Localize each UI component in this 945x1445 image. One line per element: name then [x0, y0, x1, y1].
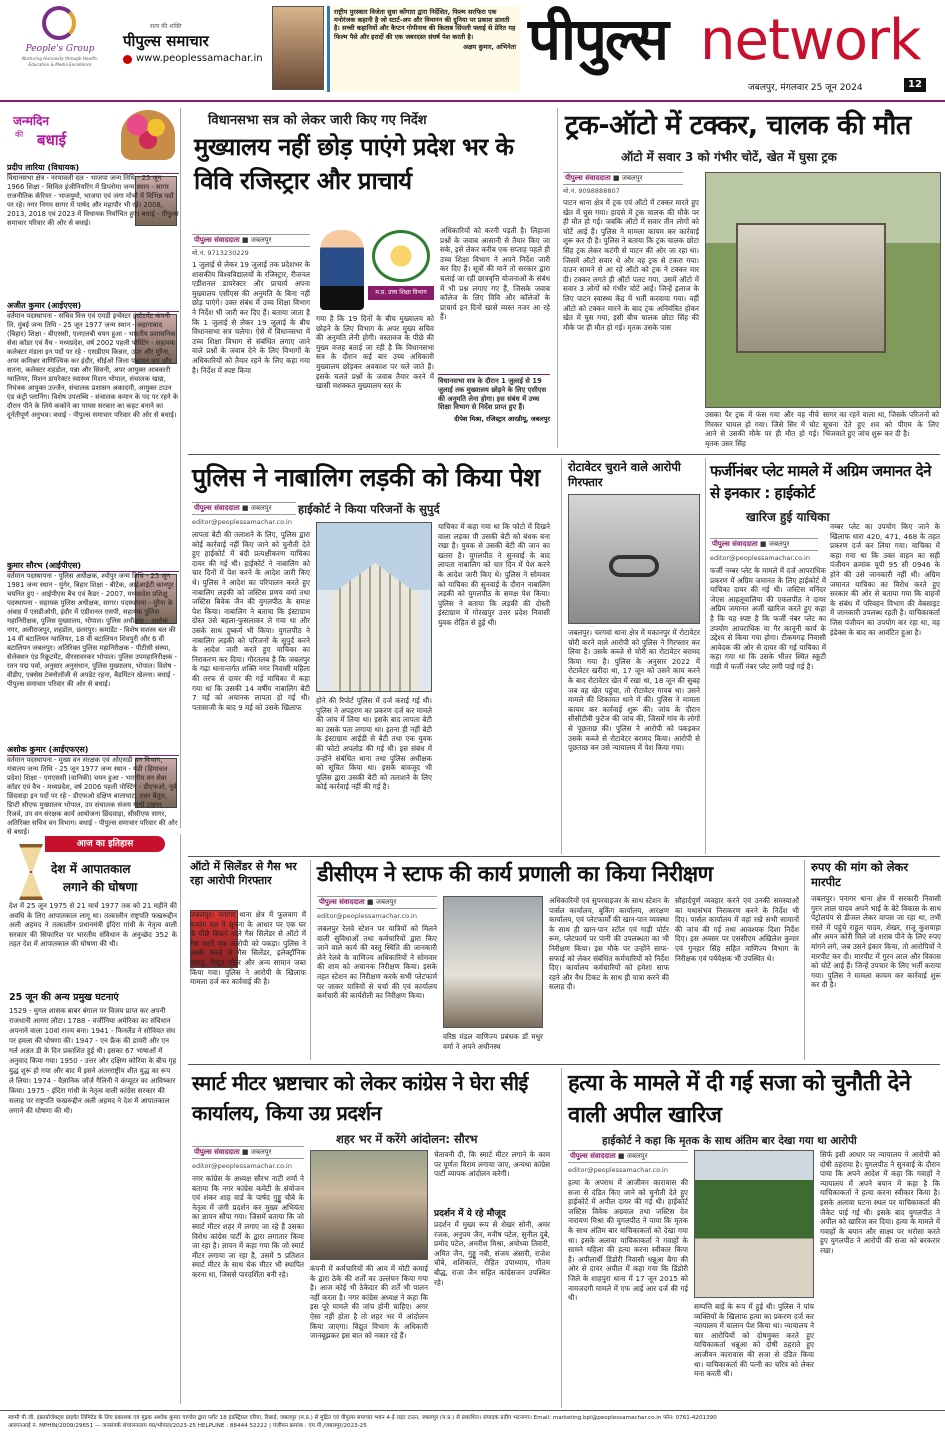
story1-quote-box: [438, 374, 550, 452]
birthday-person-3-head: कुमार सौरभ (आईपीएस): [7, 560, 179, 572]
story9-col1: नगर कांग्रेस के अध्यक्ष सौरभ नाटी शर्मा ने बताया कि नगर कांग्रेस कमेटी के संयोजन एवं शंकर शाह वार्ड के पार्षद गुड्डू चौबे के नेतृत्व में जंगी प्रदर्शन कर मुख्य अभियंता का ज्ञापन सौंपा गया। जिसमें बताया कि जो स्मार्ट मीटर शहर में लगाए जा रहे हैं उसका विरोध कांग्रेस पार्टी के द्वारा लगातार किया जा रहा है। ज्ञापन में कहा गया कि जो स्मार्ट मीटर लगाया जा रहा है, उसमें 5 प्रतिशत स्मार्ट मीटर के साथ चेक मीटर भी स्थापित करना था, जिससे पारदर्शिता बनी रहे।: [192, 1174, 304, 1279]
story10-city: जबलपुर: [626, 1152, 648, 1160]
group-logo-icon: [42, 6, 76, 40]
story3-city: जबलपुर: [250, 504, 272, 512]
history-events: 1529 - मुगल शासक बाबर बंगाल पर विजय प्राप्त कर अपनी राजधानी आगरा लौटा। 1788 - वर्जीनिया अमेरिका का संविधान अपनाने वाला 10वां राज्य बना। 1941 - फिनलैंड ने सोवियत संघ पर हमला की घोषणा की। 1947 - एन फ्रैंक की डायरी और एन गर्ल अज्ञत डी के दिन प्रकाशित हुई थी। इसका 67 भाषाओं में अनुवाद किया गया। 1950 - उत्तर और दक्षिण कोरिया के बीच गृह युद्ध शुरू हो गया और बाद में इसने अंतरराष्ट्रीय शीत युद्ध का रूप ले लिया। 1974 - वैज्ञानिक जॉर्ज गैलिनी ने कंप्यूटर का आविष्कार किया। 1975 - इंदिरा गांधी के नेतृत्व वाली कांग्रेस सरकार की सलाह पर राष्ट्रपति फखरूद्दीन अली अहमद ने देश में आपातकाल लगाने की घोषणा की थी।: [9, 1007, 177, 1115]
story9-byline: पीपुल्स संवाददाता ■ जबलपुर: [192, 1146, 304, 1159]
story9-headline: स्मार्ट मीटर भ्रष्टाचार को लेकर कांग्रेस ने घेरा सीई कार्यालय, किया उग्र प्रदर्शन: [192, 1071, 528, 1125]
imprint-footer: [0, 1410, 945, 1445]
flower-basket-icon: [121, 110, 175, 160]
story9-col3: चेतावनी दी, कि स्मार्ट मीटर लगाने के काम पर पूर्णतः विराम लगाया जाए, अन्यथा कांग्रेस पार्टी व्यापक आंदोलन करेगी।: [434, 1150, 550, 1179]
paper-name: पीपुल्स समाचार: [123, 32, 209, 50]
story5-sub: खारिज हुई याचिका: [746, 510, 830, 524]
story-dcm-inspection: [310, 860, 800, 1060]
story5-city: जबलपुर: [768, 540, 790, 548]
story7-byline-name: पीपुल्स संवाददाता: [319, 898, 365, 906]
truck-body: [736, 223, 886, 353]
story9-email: editor@peoplessamachar.co.in: [192, 1162, 292, 1170]
promo-box: [327, 6, 520, 92]
arrest-illustration: [568, 494, 700, 624]
officer-illustration: [320, 230, 364, 310]
story5-headline: फर्जीनंबर प्लेट मामले में अग्रिम जमानत देने से इनकार : हाईकोर्ट: [710, 462, 931, 502]
imprint-line-1: स्वामी पी.जी. इंफ्राप्रोजेक्ट्स प्राइवेट लिमिटेड के लिए प्रकाशक एवं मुद्रक अशोक कुमार पाण्डेय द्वारा प्लॉट 18 इंडस्ट्रियल एरिया, रिछाई, जबलपुर (म.प्र.) से मुद्रित एवं पीपुल्स समाचार भवन 4-ई राइट टाउन, जबलपुर (म.प्र.) से प्रकाशित। संपादक प्रदीप भटनागर। Email: marketing.bpl@peoplessamachar.co.in फोन: 0761-4201390: [8, 1415, 717, 1421]
story5-col1: फर्जी नम्बर प्लेट के मामले में दर्ज आपराधिक प्रकरण में अग्रिम जमानत के लिए हाईकोर्ट में याचिका दायर की गई थी। जस्टिस मनिंदर जेएस आहलूवालिया की एकलपीठ ने दायर अग्रिम जमानत अर्जी खारिज करते हुए कहा है कि यह स्पष्ट है कि फर्जी नंबर प्लेट का उपयोग आपराधिक या गैर कानूनी कार्य के उद्देश्य से किया गया होगा। टीकमगढ़ निवासी आवेदक की ओर से दायर की गई याचिका में कहा गया था कि उसके भीतर स्थित स्कूटी गाड़ी में फर्जी नंबर प्लेट लगी पाई गई है।: [710, 566, 826, 671]
story4-text: जबलपुर। चरगवां थाना क्षेत्र में मकानपुर में रोटावेटर चोरी करने वाले आरोपी को पुलिस ने गिरफ्तार कर लिया है। उसके कब्जे से चोरी का रोटावेटर बरामद किया गया है। पुलिस के अनुसार 2022 में रोटावेटर खरीदा था, 17 जून को उसने काम करने के बाद रोटावेटर खेत में रखा था, 18 जून की सुबह जब वह खेत पहुंचा, तो रोटावेटर गायब था। उसने मामले की शिकायत थाने में की। पुलिस ने मामला कायम कर कार्रवाई शुरू की। जांच के दौरान सीसीटीवी फुटेज की जांच की, जिसमें गांव के लोगों से पूछताछ की। पुलिस ने आरोपी को पकड़कर उसके कब्जे से रोटावेटर बरामद किया। आरोपी से पूछताछ कर उसे न्यायालय में पेश किया गया।: [568, 628, 700, 753]
story8-headline: रुपए की मांग को लेकर मारपीट: [811, 860, 909, 889]
story-money-assault: [804, 860, 941, 1060]
story4-headline: रोटावेटर चुराने वाले आरोपी गिरफ्तार: [568, 460, 681, 489]
story5-byline: पीपुल्स संवाददाता ■ जबलपुर: [710, 538, 818, 551]
birthday-title-sub: की: [15, 130, 24, 139]
paper-url: www.peoplessamachar.in: [136, 53, 263, 64]
story7-col2: अधिकारियों एवं सुपरवाइजर के साथ स्टेशन के पार्सल कार्यालय, बुकिंग कार्यालय, आरक्षण कार्यालय, एवं प्लेटफार्मों की खान-पान व्यवस्था के साथ ही खान-पान स्टॉल एवं गाड़ी पोर्टर रूम, प्लेटफार्म पर पानी की उपलब्धता का भी निरीक्षण किया। इस मौके पर उन्होंने साफ-सफाई को लेकर संबंधित कर्मचारियों को निर्देश दिए। कार्यालय कर्मचारियों को हमेशा साफ रहने और वैध टिकट के साथ ही यात्रा करने की सलाह दी।: [549, 896, 669, 992]
story7-photo-caption: वरिष्ठ मंडल वाणिज्य प्रबंधक डॉ मधुर वर्मा ने अपने अधीनस्थ: [443, 1032, 543, 1051]
story-murder-appeal: [561, 1068, 941, 1408]
story-rotavator-theft: [561, 458, 701, 854]
group-name: People's Group: [25, 44, 95, 54]
birthday-person-3-text: वर्तमान पदस्थापना - पुलिस अधीक्षक, श्योपुर जन्म तिथि - 25 जून 1981 जन्म स्थान - मुंगेर, बिहार शिक्षा - बीटेक, आईआईटी कानपुर चयनित हुए - आईपीएस बैच एवं कैडर - 2007, मध्यप्रदेश प्रशिक्षु पदस्थापना - सहायक पुलिस अधीक्षक, सागर। पदस्थापना - मुरैना के अंबाह में एसडीओपी, इंदौर में एडीशनल एसपी, सहायक पुलिस महानिरीक्षक, पुलिस मुख्यालय, भोपाल। पुलिस अधीक्षक - अशोक नगर, अलीराजपुर, शहडोल, छतरपुर। कमांडेंट - विशेष सशस्त्र बल की 14 वीं बटालियन ग्वालियर, 18 वीं बटालियन शिवपुरी और 6 वीं बटालियन जबलपुर। अतिरिक्त पुलिस महानिरीक्षक - पीटीसी संस्था, सेलेक्शन एंड रिक्रूटमेंट, वीरसावरकर भोपाल। पुलिस उपमहानिरीक्षक - रतन पद्म पर्वा, अनुसार अनुसंधान, पुलिस मुख्यालय, भोपाल। विशेष - वीडीए, एक्सेस टेक्नोलॉजी से अपडेट रहना, बैडमिंटन खेलना। बधाई - पीपुल्स समाचार परिवार की ओर से बधाई।: [7, 572, 177, 688]
dateline: जबलपुर, मंगलवार 25 जून 2024: [748, 83, 863, 93]
story3-col1: लापता बेटी की तलाशने के लिए, पुलिस द्वारा कोई कार्रवाई नहीं किए जाने को चुनौती देते हुए हाईकोर्ट में बंदी प्रत्यक्षीकरण याचिका दायर की गई थी। हाईकोर्ट ने नाबालिग को चार दिनों में पेश करने के आदेश जारी किए थे। पुलिस ने आदेश का परिपालन करते हुए नाबालिग लड़की को जस्टिस प्रणय वर्मा तथा जस्टिस बिवेक जैन की युगलपीठ के समक्ष पेश किया। नाबालिग ने बताया कि इंस्टाग्राम दोस्त उसे बहला-फुसलाकर ले गया था और उसके साथ दुष्कर्म भी किया। युगलपीठ ने नाबालिग लड़की को परिजनों के सुपुर्द करने के आदेश जारी करते हुए याचिका का निराकरण कर दिया। गौरतलब है कि जबलपुर के गढ़ा थानान्तर्गत शक्ति नगर निवासी महिला की तरफ से दायर की गई याचिका में कहा गया था कि उसकी 14 वर्षीय नाबालिग बेटी 7 मई को अचानक लापता हो गई थी। पतासाजी के बाद 9 मई को उसके खिलाफ: [192, 530, 310, 712]
story2-col2: सागर का रहने वाला था, जिसके परिजनों को सूचना देते हुए शव को पीएम के लिए भिजवाते हुए जांच शुरू कर दी है।: [823, 410, 939, 439]
story9-city: जबलपुर: [250, 1148, 272, 1156]
story10-photo-caption: सम्पत्ति बाई के रूप में हुई थी। पुलिस ने पांच व्यक्तियों के खिलाफ हत्या का प्रकरण दर्ज कर न्यायालय में चालान पेश किया था। न्यायालय ने चार आरोपियों को दोषमुक्त करते हुए याचिकाकर्ता धन्नूआ को दोषी ठहराते हुए आजीवन कारावास की सजा से दंडित किया था। याचिकाकर्ता की पत्नी का चरित्र को लेकर मना करती थी।: [694, 1302, 814, 1379]
brand-left: पीपुल्स: [528, 5, 667, 73]
birthday-section: [5, 108, 181, 836]
history-tag: आज का इतिहास: [45, 836, 165, 852]
court-tree-photo: [694, 1150, 814, 1298]
group-tagline: Nurturing Humanity through Health, Education & Media Excellence: [21, 56, 98, 67]
higher-education-logo-caption: म.प्र. उच्च शिक्षा विभाग: [368, 286, 434, 300]
story3-headline: पुलिस ने नाबालिग लड़की को किया पेश: [192, 463, 540, 492]
story-truck-accident: [561, 108, 941, 452]
story1-col1: 1 जुलाई से लेकर 19 जुलाई तक प्रदेशभर के शासकीय विश्वविद्यालयों के रजिस्ट्रार, रीजनल एडीशनल डायरेक्टर और प्राचार्य अपना मुख्यालय एसीएस की अनुमति के बिना नहीं छोड़ पाएंगे। उक्त संबंध में उच्च शिक्षा विभाग ने निर्देश भी जारी कर दिए हैं। बताया जाता है कि 1 जुलाई से लेकर 19 जुलाई के बीच विधानसभा सत्र चलेगा। ऐसे में विधानसभा में उच्च शिक्षा विभाग से संबंधित लगाए जाने वाले प्रश्नों के जवाब देने के लिए विभागों के अधिकारियों को तैयार रहने के लिए कहा गया है। निर्देश में स्पष्ट किया: [192, 260, 310, 375]
story3-sub: हाईकोर्ट ने किया परिजनों के सुपुर्द: [298, 502, 440, 516]
story1-quote-by: दीपेश मिश्रा, रजिस्ट्रार आरडीयू, जबलपुर: [454, 415, 550, 424]
page-number: 12: [904, 78, 926, 92]
story1-quote: विधानसभा सत्र के दौरान 1 जुलाई से 19 जुलाई तक मुख्यालय छोड़ने के लिए एसीएस की अनुमति लेना होगा। इस संबंध में उच्च शिक्षा विभाग से निर्देश प्राप्त हुए हैं।: [438, 377, 547, 412]
birthday-title: [13, 112, 113, 162]
story2-sub: ऑटो में सवार 3 को गंभीर चोटें, खेत में घुसा ट्रक: [621, 150, 837, 164]
story-assembly-session: [188, 108, 552, 452]
story3-byline-name: पीपुल्स संवाददाता: [194, 504, 240, 512]
story1-byline-name: पीपुल्स संवाददाता: [194, 236, 240, 244]
story5-byline-name: पीपुल्स संवाददाता: [712, 540, 758, 548]
birthday-title-top: जन्मदिन: [13, 114, 50, 128]
story9-col2: कंपनी में कर्मचारियों की आय में मोटी कमाई के द्वारा ठेके की शर्तों का उल्लंघन किया गया है। आज कोई भी ठेकेदार की शर्तें भी पालन नहीं करता है। नगर कांग्रेस अध्यक्ष ने कहा कि इस पूरे मामले की जांच होनी चाहिए। अगर ऐसा नहीं होता है तो शहर भर में आंदोलन किया जाएगा। विद्युत विभाग के अधिकारी जानबूझकर इस बात को नकार रहे हैं।: [310, 1264, 428, 1341]
story1-col3: अधिकारियों को करनी पड़ती है। लिहाजा प्रश्नों के जवाब आसानी से तैयार किए जा सके, इसे लेकर करीब एक सप्ताह पहले ही उच्च शिक्षा विभाग ने अपने निर्देश जारी कर दिए हैं। सूत्रों की मानें तो सरकार द्वारा चलाई जा रही छात्रवृत्ति योजनाओं के संबंध में भी प्रश्न लगाए गए हैं, जिसके जवाब कॉलेज के लिए विवि और कॉलेजों के प्राचार्य इन दिनों खासे व्यस्त नजर आ रहे हैं।: [440, 226, 550, 322]
story2-caption: उसका पैर ट्रक में फंस गया और वह नीचे गिरकर घायल हो गया। जिसे सिर में चोट आने से उसकी मौके पर ही मौत हो गई। मृतक उसर सिंह: [705, 410, 819, 448]
history-text: देश में 25 जून 1975 से 21 मार्च 1977 तक को 21 महीने की अवधि के लिए आपातकाल लागू था। तत्कालीन राष्ट्रपति फखरूद्दीन अली अहमद ने तत्कालीन प्रधानमंत्री इंदिरा गांधी के नेतृत्व वाली सरकार की सिफारिश पर भारतीय संविधान के अनुच्छेद 352 के तहत देश में आपातकाल की घोषणा की थी।: [9, 902, 177, 948]
hourglass-icon: [19, 844, 43, 900]
birthday-person-2-head: अजीत कुमार (आईएएस): [7, 300, 179, 312]
protest-photo: [310, 1150, 428, 1260]
story2-city: जबलपुर: [621, 174, 643, 182]
story10-col1: हत्या के अपराध में आजीवन कारावास की सजा से दंडित किए जाने को चुनौती देते हुए हाईकोर्ट में अपील दायर की गई थी। हाईकोर्ट जस्टिस विवेक अग्रवाल तथा जस्टिस देव नारायण मिश्रा की युगलपीठ ने पाया कि मृतक के साथ अंतिम बार याचिकाकर्ता को देखा गया था। इसके अलावा याचिकाकर्ता ने गवाहों के सामने महिला की हत्या करना स्वीकार किया है। अपीलार्थी डिंडोरी निवासी धन्नूआ बैगा की ओर से दायर अपील में कहा गया कि डिंडोरी जिले के शाहपुरा थाना में 17 जून 2015 को नामजदगी मामले में एफ आई आर दर्ज की गई थी।: [568, 1178, 688, 1303]
story1-headline: मुख्यालय नहीं छोड़ पाएंगे प्रदेश भर के विवि रजिस्ट्रार और प्राचार्य: [194, 133, 514, 195]
story1-city: जबलपुर: [250, 236, 272, 244]
imprint-line-2: आरएनआई नं. MPHIN/2009/29651 — जनसंपर्क संचालनालय मप्र/भोपाल/2023-25 HELPLINE : 88444 52222 | पंजीयन क्रमांक : एम.पी./जबलपुर/2023-25: [8, 1423, 367, 1429]
promo-signature: अक्षय कुमार, अभिनेता: [463, 42, 516, 51]
story1-kicker: विधानसभा सत्र को लेकर जारी किए गए निर्देश: [208, 113, 427, 128]
story8-text: जबलपुर। पनागर थाना क्षेत्र में सरकारी निवासी गुरन लाल यादव अपने भाई के बेटे विकास के साथ पेट्रोलपंप से डीजल लेकर वापस जा रहा था, तभी रास्ते में पहुंचे राहुल यादव, शेखर, राजू कुशवाहा और अमन कोरी मिले जो शराब पीने के लिए रुपए मांगने लगे, जब उसने इंकार किया, तो आरोपियों ने मारपीट कर दी। मारपीट में गुरन लाल और विकास को चोटें आई हैं। जिन्हें उपचार के लिए भर्ती कराया गया। पुलिस ने मामला कायम कर कार्रवाई शुरू कर दी है।: [811, 894, 941, 990]
handcuffs-icon: [609, 555, 659, 577]
story10-sub: हाईकोर्ट ने कहा कि मृतक के साथ अंतिम बार देखा गया था आरोपी: [602, 1135, 857, 1147]
story7-col3: सौहार्दपूर्ण व्यवहार करने एवं उनकी समस्याओं का यथासंभव निराकरण करने के निर्देश भी दिए। पार्सल कार्यालय में वहां रखे सभी सामानों की जांच की गई तथा आवश्यक दिशा निर्देश दिए। इस अवसर पर एससीएम अखिलेश कुमार एवं गुनहार सिंह सहित वाणिज्य विभाग के निरीक्षक एवं पर्यवेक्षक भी उपस्थित थे।: [675, 896, 799, 963]
birthday-person-2-text: वर्तमान पदस्थापना - सचिव वित्त एवं एमडी इन्वेस्टर इंस्टेटमेंट कंपनी लि. मुंबई जन्म तिथि - 25 जून 1977 जन्म स्थान - जहानाबाद (बिहार) शिक्षा - बीएससी, एलएलबी चयन हुआ - भारतीय प्रशासनिक सेवा कॉडर एवं वैच - मध्यप्रदेश, वर्ष 2002 पहली पोस्टिंग - सहायक कलेक्टर मंडला इन पदों पर रहे - एसडीएम किन्नार, उपर और मुरैना, अपर कमिश्नर वाणिज्यिक कर इंदौर, सीईओ जिला पंचायत धार और सतना, कलेक्टर शहडोल, पन्ना और सिवनी, अपर आयुक्त आबकारी ग्वालियर, मिशन डायरेक्टर स्वास्थ्य मिशन भोपाल, संचालक खाद्य, नियंत्रक आयुक्त उज्जैन, संचालक प्रशासन अकादमी, आयुक्त टाउन एंड कंट्री प्लानिंग। विशेष उपलब्धि - संचालक कमान के पद पर रहने के दौरान पीने के लिये ककोने का पायस सरकार का कहट बनाने का दूर्नतीपूर्ण अनुभव। बधाई - पीपुल्स समाचार परिवार की ओर से बधाई।: [7, 312, 179, 419]
story9-col3b: प्रदर्शन में मुख्य रूप से शेखर सोनी, अमर रजक, अनुपम जैन, मनीष पटेल, सुनील दुबे, प्रमोद पटेल, अमरीश मिश्रा, अयोध्या तिवारी, अमित जैन, गुड्डू नबी, संजय अंसारी, राजेश चौबे, शशिकांत, रोहित उपाध्याय, गौतम बौद्ध, राजा जैन सहित कांग्रेसजन उपस्थित रहे।: [434, 1220, 550, 1287]
history-section: [5, 834, 181, 1404]
story6-text: जबलपुर। पनागर थाना क्षेत्र में फूलवाग में बजरंग दल ने सूचना के आधार पर एक घर के पीछे बिकने वाले गैस सिलेंडर से ऑटो में गैस भरते एक आरोपी को पकड़ा। पुलिस ने उसके कब्जे से गैस सिलेंडर, इलेक्ट्रॉनिक तराजू, विद्युत मोटर और अन्य सामान जब्त किया गया। पुलिस ने आरोपी के खिलाफ मामला दर्ज कर कार्रवाई की है।: [190, 910, 306, 987]
story1-byline: पीपुल्स संवाददाता ■ जबलपुर: [192, 234, 310, 247]
story2-col1: पाटन थाना क्षेत्र में ट्रक एवं ऑटो में टक्कर मारते हुए खेत में घुस गया। हादसे में ट्रक चालक की मौके पर ही मौत हो गई। जबकि ऑटो में सवार तीन लोगों को चोटें आई हैं। पुलिस ने मामला कायम कर कार्रवाई शुरू कर दी है। पुलिस ने बताया कि ट्रक चालक छोटा सिंह ट्रक लेकर कटंगी से पाटन की ओर जा रहा था। जिसमें ऑटो सवार थे और वह ट्रक से टकरा गया। दाउन सामने से आ रहे ऑटो को ट्रक ने टक्कर मार दी। टक्कर लगते ही ऑटो पलट गया, उसमें ऑटो में सवार 3 लोगों को गंभीर चोटें आईं। जिन्हें इलाज के लिए पाटन स्वास्थ्य केंद्र में भर्ती करवाया गया। वहीं ऑटो को टक्कर मारने के बाद ट्रक अनियंत्रित होकर खेत में घुस गया, इसी बीच चालक छोटा सिंह की मौके पर ही मौत हो गई। मृतक उसके पास: [563, 198, 699, 332]
high-court-building: [331, 563, 419, 691]
story7-byline: पीपुल्स संवाददाता ■ जबलपुर: [317, 896, 437, 909]
story9-subhead: प्रदर्शन में ये रहे मौजूद: [434, 1209, 506, 1219]
history-events-head: 25 जून की अन्य प्रमुख घटनाएं: [9, 992, 119, 1003]
story-minor-girl: [188, 458, 552, 854]
story9-sub: शहर भर में करेंगे आंदोलन: सौरभ: [336, 1132, 478, 1146]
story10-byline: पीपुल्स संवाददाता ■ जबलपुर: [568, 1150, 688, 1163]
birthday-title-main: बधाई: [37, 131, 67, 149]
story10-col2: सिर्फ इसी आधार पर न्यायालय ने आरोपी को दोषी ठहराया है। युगलपीठ ने सुनवाई के दौरान पाया कि अपने आदेश में कहा कि गवाहों ने न्यायालय में अपने बयान में कहा है कि याचिकाकर्ता ने हत्या करना स्वीकार किया है। इसके अलावा घटना स्थल पर याचिकाकर्ता की जैकेट पाई गई थी। इसके बाद युगलपीठ ने अपील को खारिज कर दिया। हत्या के मामले में गवाहों के बयान और साक्ष्य पर भरोसा करते हुए युगलपीठ ने आरोपी की सजा को बरकरार रखा।: [820, 1150, 940, 1255]
story5-col2: नम्बर प्लेट का उपयोग किए जाने के खिलाफ धारा 420, 471, 468 के तहत प्रकरण दर्ज कर लिया गया। याचिका में कहा गया था कि उक्त वाहन का सही पंजीयन क्रमांक यूपी 95 सी 0946 के होने की उसे जानकारी नहीं थी। अग्रिम जमानत याचिका का विरोध करते हुए सरकार की ओर से बताया गया कि वाहनों के संबंध में परिवहन विभाग की वेबसाइट में जानकारी उपलब्ध रहती है। याचिकाकर्ता जिस पंजीयन का उपयोग कर रहा था, वह इंडेक्स के बाद का आवंटित हुआ है।: [830, 522, 940, 637]
story5-email: editor@peoplessamachar.co.in: [710, 554, 810, 562]
truck-photo: [705, 172, 941, 408]
promo-text: राष्ट्रीय पुरस्कार विजेता सुधा कोंगारा द्वारा निर्देशित, फिल्म सरफिरा एक मनोरंजक कहानी है जो स्टार्ट-अप और विमानन की दुनिया पर प्रकाश डालती है। सच्ची कहानियों और कैप्टन गोपीनाथ की किताब सिंपली फ्लाई से प्रेरित यह फिल्म पैसे और इरादों की एक जबरदस्त संघर्ष पेश करती है।: [334, 8, 516, 41]
birthday-person-1-text: विधानसभा क्षेत्र - नरयावली दल - भाजपा जन्म तिथि - 25 जून 1966 शिक्षा - सिविल इंजीनियरिंग में डिप्लोमा जन्म स्थान - सागर राजनीतिक कॅरियर - भाजयुमो, भाजपा एवं जंगा मोर्चा में विभिन्न पदों पर रहे। नगर निगम सागर में पार्षद और महापौर भी रहे। 2008, 2013, 2018 एवं 2023 में विधायक निर्वाचित हुए। बधाई - पीपुल्स समाचार परिवार की ओर से बधाई।: [7, 174, 179, 227]
story3-col2: होने की रिपोर्ट पुलिस में दर्ज कराई गई थी। पुलिस ने अपहरण का प्रकरण दर्ज कर मामले की जांच में लिया था। इसके बाद लापता बेटी का उसके पता लगाया था। इतना ही नहीं बेटी के इंस्टाग्राम आईडी से बेटी तथा एक युवक की फोटो अपलोड की गई थी। इस संबंध में उन्होंने संबंधित थाना तथा पुलिस अधीक्षक को सूचित किया था। इसके बावजूद भी पुलिस द्वारा उसकी बेटी को तलाशने के लिए कोई कार्रवाई नहीं की गई है।: [316, 696, 432, 792]
birthday-person-4-text: वर्तमान पदस्थापना - मुख्य वन संरक्षक एवं ओएसडी वन विभाग, मंत्रालय जन्म तिथि - 25 जून 1977 जन्म स्थान - मंडी (हिमाचल प्रदेश) शिक्षा - एमएससी (वानिकी) चयन हुआ - भारतीय वन सेवा कॉडर एवं वैच - मध्यप्रदेश, वर्ष 2006 पहली पोस्टिंग - डीएफओ, पूर्व छिंदवाड़ा इन पदों पर रहे - डीएफओ दक्षिण बालाघाट, उत्तर बैतूल, डिप्टी सीएफ मुख्यालय भोपाल, उप संचालक संजय गांधी टाइगर रिजर्व, उप वन संरक्षक कार्य आयोजना छिंदवाड़ा, सीसीएफ सागर, अतिरिक्त सचिव वन विभाग। बधाई - पीपुल्स समाचार परिवार की ओर से बधाई।: [7, 756, 178, 836]
story-fake-number-plate: [705, 458, 941, 854]
history-head-1: देश में आपातकाल: [51, 862, 131, 876]
globe-icon: [123, 55, 132, 64]
story3-byline: पीपुल्स संवाददाता ■ जबलपुर: [192, 502, 296, 515]
birthday-person-4-head: अशोक कुमार (आईएफएस): [7, 744, 179, 756]
story7-col1: जबलपुर रेलवे स्टेशन पर यात्रियों को मिलने वाली सुविधाओं तथा कर्मचारियों द्वारा किए जाने वाले कार्य की वस्तु स्थिति की जानकारी लेने रेलवे के वाणिज्य अधिकारियों ने सोमवार की शाम को अचानक निरीक्षण किया। इसके तहत स्टेशन का निरीक्षण करके सभी प्लेटफार्म पर जाकर यात्रियों से चर्चा की एवं कार्यालय कर्मचारी की कार्यशैली का निरीक्षण किया।: [317, 924, 437, 1001]
story-cylinder-gas: [188, 860, 306, 1060]
high-court-photo: [316, 522, 432, 692]
story2-byline: पीपुल्स संवाददाता ■ जबलपुर: [563, 172, 683, 185]
story7-city: जबलपुर: [375, 898, 397, 906]
story6-headline: ऑटो में सिलेंडर से गैस भर रहा आरोपी गिरफ्तार: [190, 860, 297, 887]
story10-byline-name: पीपुल्स संवाददाता: [570, 1152, 616, 1160]
inspection-photo: [443, 896, 543, 1028]
story7-email: editor@peoplessamachar.co.in: [317, 912, 417, 920]
paper-small-top: सत्य की शक्ति: [150, 23, 182, 30]
story2-byline-name: पीपुल्स संवाददाता: [565, 174, 611, 182]
story3-email: editor@peoplessamachar.co.in: [192, 518, 292, 526]
story10-headline: हत्या के मामले में दी गई सजा को चुनौती देने वाली अपील खारिज: [568, 1071, 911, 1128]
story1-col2: गया है कि 19 दिनों के बीच मुख्यालय को छोड़ने के लिए विभाग के अपर मुख्य सचिव की अनुमति लेनी होगी। वस्तावज के पीछे की मुख्य वजह बताई जा रही है कि विधानसभा सत्र के दौरान कई बार उच्च अधिकारी मुख्यालय छोड़कर अवकाश पर चले जाते हैं। इसके चलते प्रश्नों के जवाब तैयार करने में खासी मशक्कत मुख्यालय स्तर के: [316, 314, 434, 391]
story-smart-meter-protest: [188, 1068, 552, 1408]
story2-headline: ट्रक-ऑटो में टक्कर, चालक की मौत: [565, 110, 911, 141]
story1-mobile: मो.नं. 9713230229: [192, 249, 249, 257]
story7-headline: डीसीएम ने स्टाफ की कार्य प्रणाली का किया निरीक्षण: [317, 862, 713, 887]
history-head-2: लगाने की घोषणा: [63, 880, 138, 894]
masthead: [0, 0, 945, 102]
story3-col3: याचिका में कहा गया था कि फोटो में दिखने वाला लड़का पी उसकी बेटी को बंधक बना रखा है। युवक से उसकी बेटी की जान का खतरा है। युगलपीठ ने सुनवाई के बाद लापता नाबालिग को चार दिन में पेश करने के आदेश जारी किए थे। पुलिस ने सोमवार को याचिका की सुनवाई के दौरान नाबालिग लड़की को युगलपीठ के समक्ष पेश किया। पुलिस ने बताया कि लड़की की दोस्ती इंस्टाग्राम में गोरखपुर उत्तर प्रदेश निवासी युवक रोहित से हुई थी।: [438, 522, 550, 627]
story2-mobile: मो.नं. 9098888807: [563, 187, 620, 195]
higher-education-logo-icon: [372, 230, 430, 282]
actor-photo: [272, 6, 324, 90]
birthday-person-1-head: प्रदीप लारिया (विधायक): [7, 162, 179, 174]
brand-right: network: [700, 8, 921, 73]
story10-email: editor@peoplessamachar.co.in: [568, 1166, 668, 1174]
story9-byline-name: पीपुल्स संवाददाता: [194, 1148, 240, 1156]
